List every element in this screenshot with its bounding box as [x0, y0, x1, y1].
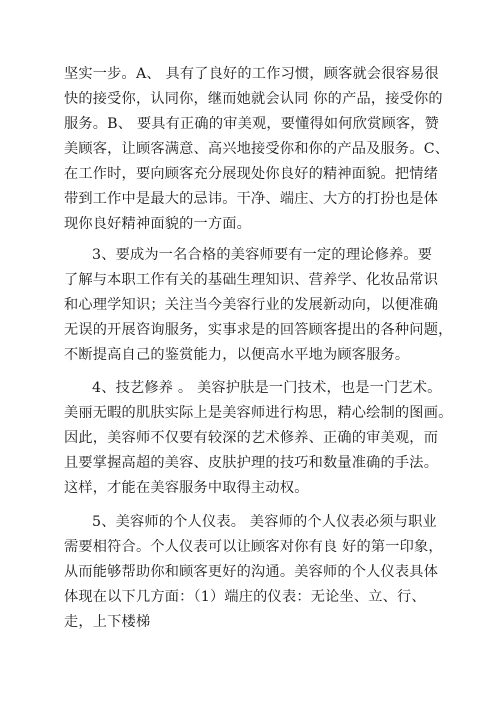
text-line: 美顾客，让顾客满意、高兴地接受你和你的产品及服务。C、: [64, 141, 450, 157]
text-line: 现你良好精神面貌的一方面。: [64, 216, 252, 232]
text-line: 从而能够帮助你和顾客更好的沟通。美容师的个人仪表具体: [64, 564, 439, 580]
paragraph-start-line: 4、技艺修养 。 美容护肤是一门技术，也是一门艺术。: [92, 380, 442, 396]
text-line: 服务。B、 要具有正确的审美观，要懂得如何欣赏顾客，赞: [64, 116, 440, 132]
text-line: 带到工作中是最大的忌讳。干净、端庄、大方的打扮也是体: [64, 191, 439, 207]
text-line: 走，上下楼梯: [64, 614, 151, 630]
paragraph-start-line: 3、要成为一名合格的美容师要有一定的理论修养。要: [92, 247, 433, 263]
text-line: 无误的开展咨询服务，实事求是的回答顾客提出的各种问题，: [64, 322, 453, 338]
text-line: 了解与本职工作有关的基础生理知识、营养学、化妆品常识: [64, 272, 439, 288]
text-line: 快的接受你，认同你，继而她就会认同 你的产品，接受你的: [64, 91, 443, 107]
text-line: 需要相符合。个人仪表可以让顾客对你有良 好的第一印象，: [64, 539, 443, 555]
text-line: 体现在以下几方面：（1）端庄的仪表：无论坐、立、行、: [64, 589, 426, 605]
text-line: 因此，美容师不仅要有较深的艺术修养、正确的审美观，而: [64, 430, 439, 446]
text-line: 和心理学知识；关注当今美容行业的发展新动向，以便准确: [64, 297, 439, 313]
text-line: 这样，才能在美容服务中取得主动权。: [64, 480, 309, 496]
text-line: 且要掌握高超的美容、皮肤护理的技巧和数量准确的手法。: [64, 455, 439, 471]
text-line: 在工作时，要向顾客充分展现处你良好的精神面貌。把情绪: [64, 166, 439, 182]
paragraph-start-line: 5、美容师的个人仪表。 美容师的个人仪表必须与职业: [92, 514, 437, 530]
text-line: 坚实一步。A、 具有了良好的工作习惯，顾客就会很容易很: [64, 66, 439, 82]
text-line: 美丽无暇的肌肤实际上是美容师进行构思，精心绘制的图画。: [64, 405, 453, 421]
text-line: 不断提高自己的鉴赏能力，以便高水平地为顾客服务。: [64, 347, 410, 363]
